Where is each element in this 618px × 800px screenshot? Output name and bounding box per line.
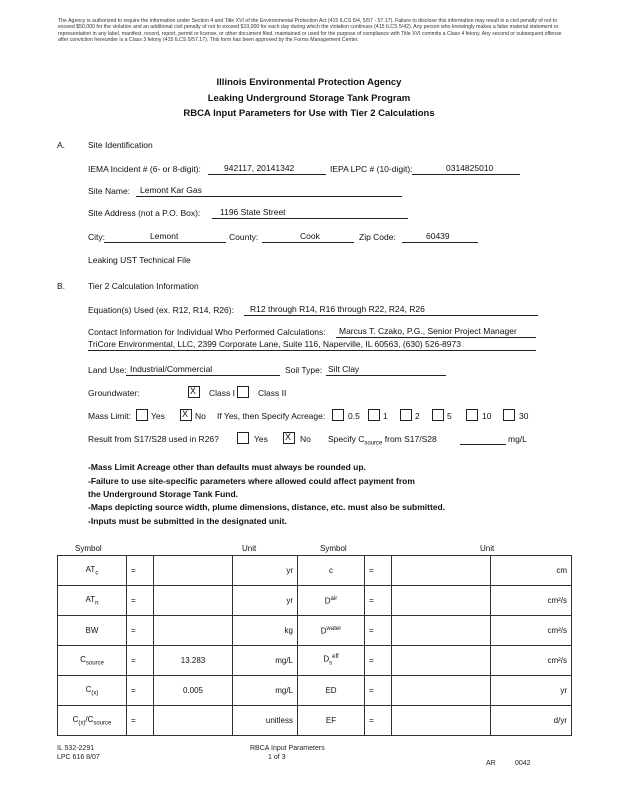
soil-type-underline [326, 375, 446, 376]
result-no-checkbox[interactable] [283, 432, 295, 444]
mass-no-label: No [195, 411, 206, 421]
contact-name[interactable]: Marcus T. Czako, P.G., Senior Project Manager [339, 326, 517, 336]
county-underline [262, 242, 354, 243]
city-label: City: [88, 232, 105, 242]
mass-no-mark: X [182, 409, 189, 419]
unit-cell: yr [491, 676, 572, 706]
class1-label: Class I [209, 388, 235, 398]
table-row: $C_{source}$ = 13.283 mg/L $D_s^{eff}$ = cm²/s [58, 646, 572, 676]
specify-tail: from S17/S28 [384, 434, 437, 444]
land-use-underline [126, 375, 280, 376]
symbol-cell: $C_{(x)}/C_{source}$ [58, 706, 127, 736]
iema-label: IEMA Incident # (6- or 8-digit): [88, 164, 201, 174]
symbol-cell: EF [298, 706, 365, 736]
value-cell[interactable] [392, 556, 491, 586]
iema-value[interactable]: 942117, 20141342 [224, 163, 295, 173]
specify-c: Specify C [328, 434, 365, 444]
acreage-30-checkbox[interactable] [503, 409, 515, 421]
iema-underline [208, 174, 326, 175]
value-cell[interactable]: 13.283 [154, 646, 233, 676]
symbol-cell: $AT_n$ [58, 586, 127, 616]
lpc-value[interactable]: 0314825010 [446, 163, 494, 173]
site-name-label: Site Name: [88, 186, 131, 196]
note-3: the Underground Storage Tank Fund. [88, 489, 239, 499]
address-underline [212, 218, 408, 219]
note-2: -Failure to use site-specific parameters where allowed could affect payment from [88, 476, 415, 486]
equations-value[interactable]: R12 through R14, R16 through R22, R24, R26 [250, 304, 425, 314]
section-a-heading: Site Identification [88, 140, 153, 150]
table-row: $AT_n$ = yr $D^{air}$ = cm²/s [58, 586, 572, 616]
city-underline [104, 242, 226, 243]
symbol-cell: ED [298, 676, 365, 706]
unit-cell: kg [233, 616, 298, 646]
note-5: -Inputs must be submitted in the designated unit. [88, 516, 287, 526]
unit-cell: d/yr [491, 706, 572, 736]
result-label: Result from S17/S28 used in R26? [88, 434, 219, 444]
page-number: 1 of 3 [268, 754, 286, 761]
disclaimer-text: The Agency is authorized to require the information under Section 4 and Title XVI of the Environmental Protection Act (415 ILCS 5/4, 5/57 - 57.17). Failure to disclose this information may result in a civil penalty of not to exceed $50,000 for the violation and an additional civil penalty of not to exceed $10,000 for each day during which the violation continues (415 ILCS 5/42). Any person who knowingly makes a false material statement or representation in any label, manifest, record, report, permit or license, or other document filed, maintained or used for the purpose of compliance with Title XVI commits a Class 4 felony. Any second or subsequent offense after conviction hereunder is a Class 3 felony (415 ILCS 5/57.17). This form has been approved by the Forms Management Center. [58, 18, 562, 43]
program-title: Leaking Underground Storage Tank Program [207, 93, 411, 104]
unit-header-left: Unit [242, 544, 257, 553]
result-no-mark: X [285, 432, 292, 442]
county-value[interactable]: Cook [300, 231, 320, 241]
value-cell[interactable] [392, 706, 491, 736]
agency-title: Illinois Environmental Protection Agency [216, 77, 402, 88]
class2-checkbox[interactable] [237, 386, 249, 398]
value-cell[interactable] [154, 616, 233, 646]
equations-underline [244, 315, 538, 316]
csource-underline[interactable] [460, 444, 506, 445]
mass-no-checkbox[interactable] [180, 409, 192, 421]
value-cell[interactable] [392, 616, 491, 646]
value-cell[interactable] [154, 706, 233, 736]
acreage-30-label: 30 [519, 411, 529, 421]
section-b-heading: Tier 2 Calculation Information [88, 281, 199, 291]
value-cell[interactable] [154, 586, 233, 616]
soil-type-value[interactable]: Silt Clay [328, 364, 360, 374]
result-yes-checkbox[interactable] [237, 432, 249, 444]
csource-unit: mg/L [508, 434, 527, 444]
unit-cell: cm²/s [491, 616, 572, 646]
unit-cell: cm²/s [491, 646, 572, 676]
form-number: IL 532-2291 [57, 745, 95, 752]
footer-doc-title: RBCA Input Parameters [250, 745, 325, 752]
lpc-underline [412, 174, 520, 175]
table-row: $C_{(x)}$ = 0.005 mg/L ED = yr [58, 676, 572, 706]
mass-yes-label: Yes [151, 411, 165, 421]
class1-mark: X [190, 386, 197, 396]
technical-file-label: Leaking UST Technical File [88, 255, 191, 265]
unit-cell: yr [233, 586, 298, 616]
acreage-5-checkbox[interactable] [432, 409, 444, 421]
land-use-value[interactable]: Industrial/Commercial [130, 364, 213, 374]
value-cell[interactable] [154, 556, 233, 586]
value-cell[interactable] [392, 676, 491, 706]
soil-type-label: Soil Type: [285, 365, 323, 375]
symbol-cell: BW [58, 616, 127, 646]
address-label: Site Address (not a P.O. Box): [88, 208, 201, 218]
land-use-label: Land Use: [88, 365, 127, 375]
note-1: -Mass Limit Acreage other than defaults must always be rounded up. [88, 462, 366, 472]
mass-yes-checkbox[interactable] [136, 409, 148, 421]
symbol-cell: $D^{air}$ [298, 586, 365, 616]
acreage-label: If Yes, then Specify Acreage: [217, 411, 326, 421]
value-cell[interactable]: 0.005 [154, 676, 233, 706]
symbol-header-left: Symbol [75, 544, 102, 553]
unit-cell: mg/L [233, 646, 298, 676]
lpc-form-number: LPC 616 8/07 [57, 754, 100, 761]
unit-cell: cm²/s [491, 586, 572, 616]
table-row: $AT_c$ = yr c = cm [58, 556, 572, 586]
table-row: $C_{(x)}/C_{source}$ = unitless EF = d/yr [58, 706, 572, 736]
note-4: -Maps depicting source width, plume dimensions, distance, etc. must also be submitted. [88, 502, 446, 512]
acreage-1-label: 1 [383, 411, 388, 421]
acreage-2-label: 2 [415, 411, 420, 421]
specify-c-sub: source [364, 440, 383, 447]
equations-label: Equation(s) Used (ex. R12, R14, R26): [88, 305, 234, 315]
lpc-label: IEPA LPC # (10-digit): [330, 164, 413, 174]
result-no-label: No [300, 434, 311, 444]
symbol-cell: $D_s^{eff}$ [298, 646, 365, 676]
acreage-0-5-label: 0.5 [348, 411, 360, 421]
contact-address[interactable]: TriCore Environmental, LLC, 2399 Corporate Lane, Suite 116, Naperville, IL 60563, (630) 526-8973 [88, 339, 461, 349]
symbol-cell: $C_{(x)}$ [58, 676, 127, 706]
acreage-10-label: 10 [482, 411, 492, 421]
address-value[interactable]: 1196 State Street [220, 207, 286, 217]
table-row: BW = kg $D^{water}$ = cm²/s [58, 616, 572, 646]
site-name-value[interactable]: Lemont Kar Gas [140, 185, 202, 195]
value-cell[interactable] [392, 586, 491, 616]
contact-underline [336, 337, 536, 338]
symbol-cell: $D^{water}$ [298, 616, 365, 646]
value-cell[interactable] [392, 646, 491, 676]
mass-limit-label: Mass Limit: [88, 411, 131, 421]
unit-header-right: Unit [480, 544, 495, 553]
form-title: RBCA Input Parameters for Use with Tier 2 Calculations [183, 108, 435, 119]
site-name-underline [136, 196, 402, 197]
acreage-10-checkbox[interactable] [466, 409, 478, 421]
city-value[interactable]: Lemont [150, 231, 179, 241]
acreage-1-checkbox[interactable] [368, 409, 380, 421]
acreage-0-5-checkbox[interactable] [332, 409, 344, 421]
contact-underline-2 [88, 350, 536, 351]
parameters-table [57, 555, 572, 736]
footer-code-ar: AR [486, 760, 496, 767]
zip-value[interactable]: 60439 [426, 231, 450, 241]
class1-checkbox[interactable] [188, 386, 200, 398]
result-yes-label: Yes [254, 434, 268, 444]
unit-cell: mg/L [233, 676, 298, 706]
section-a-letter: A. [57, 140, 66, 150]
acreage-5-label: 5 [447, 411, 452, 421]
specify-csource-label [328, 434, 437, 447]
unit-cell: yr [233, 556, 298, 586]
unit-cell: unitless [233, 706, 298, 736]
class2-label: Class II [258, 388, 287, 398]
symbol-cell: c [298, 556, 365, 586]
groundwater-label: Groundwater: [88, 388, 140, 398]
zip-label: Zip Code: [359, 232, 396, 242]
acreage-2-checkbox[interactable] [400, 409, 412, 421]
contact-label: Contact Information for Individual Who Performed Calculations: [88, 327, 326, 337]
symbol-cell: $AT_c$ [58, 556, 127, 586]
symbol-header-right: Symbol [320, 544, 347, 553]
unit-cell: cm [491, 556, 572, 586]
county-label: County: [229, 232, 259, 242]
section-b-letter: B. [57, 281, 66, 291]
symbol-cell: $C_{source}$ [58, 646, 127, 676]
footer-code-number: 0042 [515, 760, 531, 767]
zip-underline [402, 242, 478, 243]
